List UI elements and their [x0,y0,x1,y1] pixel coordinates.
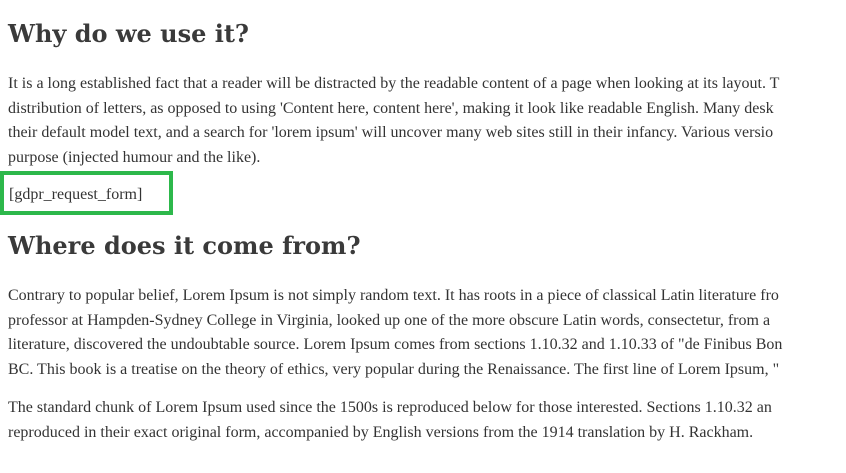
paragraph-line: Contrary to popular belief, Lorem Ipsum is not simply random text. It has roots in a piece of classical Latin literature fro [8,287,779,304]
paragraph-line: distribution of letters, as opposed to using 'Content here, content here', making it look like readable English. Many desk [8,99,774,117]
paragraph-line: their default model text, and a search for 'lorem ipsum' will uncover many web sites still in their infancy. Various versio [8,124,774,141]
paragraph-line: The standard chunk of Lorem Ipsum used since the 1500s is reproduced below for those interested. Sections 1.10.32 an [8,399,772,416]
paragraph-standard-chunk [8,396,772,445]
paragraph-line: professor at Hampden-Sydney College in Virginia, looked up one of the more obscure Latin words, consectetur, from a [8,311,771,329]
heading-why-do-we-use-it: Why do we use it? [8,19,249,48]
paragraph-where [8,284,782,382]
heading-where-does-it-come-from: Where does it come from? [8,231,361,260]
paragraph-why [8,72,779,170]
paragraph-line: BC. This book is a treatise on the theory of ethics, very popular during the Renaissance. The first line of Lorem Ipsum, " [8,360,780,378]
paragraph-line: It is a long established fact that a reader will be distracted by the readable content of a page when looking at its layout. T [8,75,780,92]
gdpr-request-form-shortcode: [gdpr_request_form] [9,186,143,203]
paragraph-line: purpose (injected humour and the like). [8,148,261,166]
paragraph-line: reproduced in their exact original form, accompanied by English versions from the 1914 translation by H. Rackham. [8,423,754,441]
paragraph-line: literature, discovered the undoubtable source. Lorem Ipsum comes from sections 1.10.32 and 1.10.33 of "de Finibus Bon [8,336,783,353]
